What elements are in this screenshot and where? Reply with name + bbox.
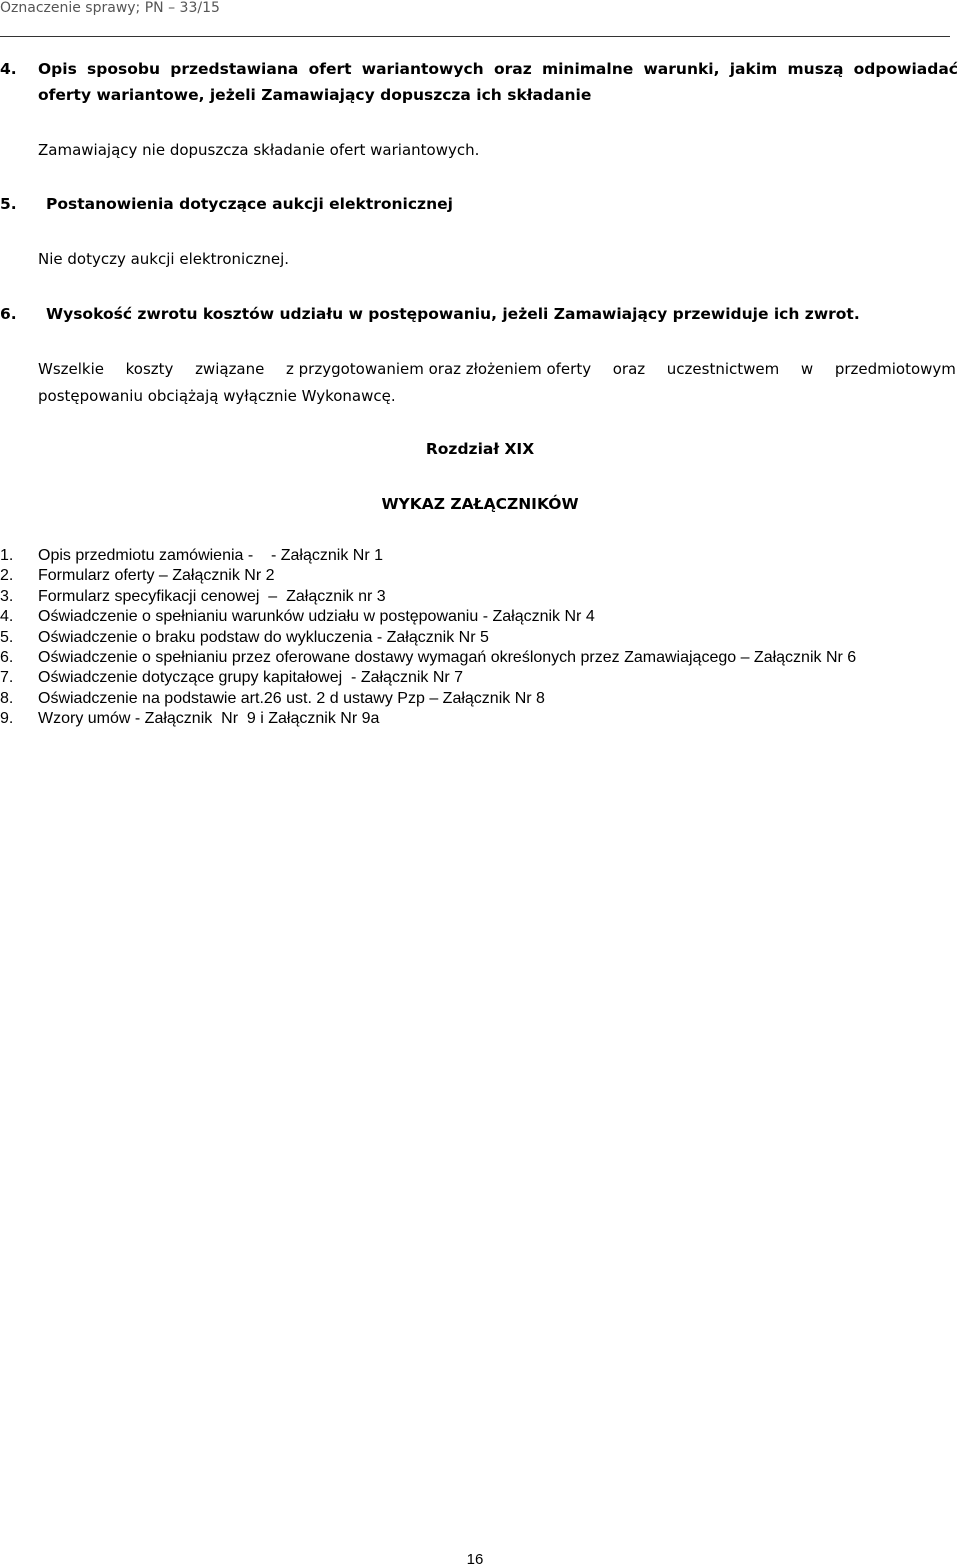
list-item [0, 689, 856, 709]
section-5-body: Nie dotyczy aukcji elektronicznej. [38, 250, 290, 268]
list-item-text: Oświadczenie o spełnianiu warunków udziału w postępowaniu - Załącznik Nr 4 [38, 608, 595, 626]
section-4-title-line1 [38, 60, 958, 78]
list-item-text: Formularz specyfikacji cenowej – Załącznik nr 3 [38, 587, 386, 605]
section-4-title-word: odpowiadać [853, 60, 958, 78]
list-item-text: Opis przedmiotu zamówienia - - Załącznik Nr 1 [38, 547, 383, 564]
section-6-body-word: uczestnictwem [666, 360, 780, 378]
list-item-text: Wzory umów - Załącznik Nr 9 i Załącznik Nr 9a [38, 710, 380, 728]
list-item-number: 1. [0, 547, 14, 564]
chapter-subtitle: WYKAZ ZAŁĄCZNIKÓW [381, 495, 579, 513]
section-4-title-line2: oferty wariantowe, jeżeli Zamawiający dopuszcza ich składanie [38, 86, 592, 104]
list-item [0, 566, 856, 586]
section-6-body-word: koszty [125, 360, 174, 378]
section-6-body-line1 [38, 360, 956, 378]
section-6-body-line2: postępowaniu obciążają wyłącznie Wykonawcę. [38, 387, 396, 405]
section-4-title-word: warunki, [643, 60, 720, 78]
list-item-number: 3. [0, 587, 14, 605]
list-item-number: 8. [0, 689, 14, 707]
page-number: 16 [466, 1551, 484, 1568]
section-6-body-word: z przygotowaniem oraz złożeniem oferty [286, 360, 592, 378]
section-6-body-word: związane [195, 360, 265, 378]
section-6-body-word: przedmiotowym [834, 360, 956, 378]
section-6-title: Wysokość zwrotu kosztów udziału w postępowaniu, jeżeli Zamawiający przewiduje ich zwrot. [46, 305, 860, 323]
section-6-body-word: oraz [612, 360, 646, 378]
list-item [0, 709, 856, 729]
section-6-number: 6. [0, 305, 17, 323]
list-item-number: 9. [0, 710, 14, 728]
section-4-title-word: oraz [493, 60, 532, 78]
list-item [0, 628, 856, 648]
list-item-text: Oświadczenie dotyczące grupy kapitałowej - Załącznik Nr 7 [38, 669, 464, 687]
section-4-title-word: ofert [308, 60, 352, 78]
list-item-text: Formularz oferty – Załącznik Nr 2 [38, 567, 275, 585]
list-item [0, 648, 856, 668]
section-4-title-word: wariantowych [361, 60, 484, 78]
section-5-number: 5. [0, 195, 17, 213]
list-item-text: Oświadczenie o braku podstaw do wykluczenia - Załącznik Nr 5 [38, 628, 489, 646]
section-6-body-word: Wszelkie [38, 360, 104, 378]
list-item-number: 6. [0, 649, 14, 667]
section-4-number: 4. [0, 60, 17, 78]
chapter-title: Rozdział XIX [425, 440, 535, 458]
section-4-title [0, 60, 960, 78]
section-6-body-word: w [800, 360, 814, 378]
list-item-number: 7. [0, 669, 14, 687]
case-reference: Oznaczenie sprawy; PN – 33/15 [0, 0, 220, 16]
list-item-number: 2. [0, 567, 14, 585]
section-4-title-word: sposobu [87, 60, 161, 78]
list-item-number: 4. [0, 608, 14, 626]
list-item [0, 668, 856, 688]
section-4-title-word: jakim [729, 60, 778, 78]
list-item [0, 607, 856, 627]
section-4-body: Zamawiający nie dopuszcza składanie ofert wariantowych. [38, 141, 480, 159]
section-5-title: Postanowienia dotyczące aukcji elektronicznej [46, 195, 453, 213]
section-4-title-word: muszą [787, 60, 844, 78]
attachments-list [0, 546, 856, 730]
list-item [0, 587, 856, 607]
list-item-text: Oświadczenie o spełnianiu przez oferowane dostawy wymagań określonych przez Zamawiającego – Załącznik Nr 6 [38, 649, 857, 667]
list-item-text: Oświadczenie na podstawie art.26 ust. 2 d ustawy Pzp – Załącznik Nr 8 [38, 689, 545, 707]
header-divider [0, 36, 950, 37]
section-4-title-word: przedstawiana [170, 60, 299, 78]
section-4-title-word: Opis [38, 60, 77, 78]
list-item-number: 5. [0, 628, 14, 646]
list-item [0, 546, 856, 566]
section-4-title-word: minimalne [541, 60, 634, 78]
